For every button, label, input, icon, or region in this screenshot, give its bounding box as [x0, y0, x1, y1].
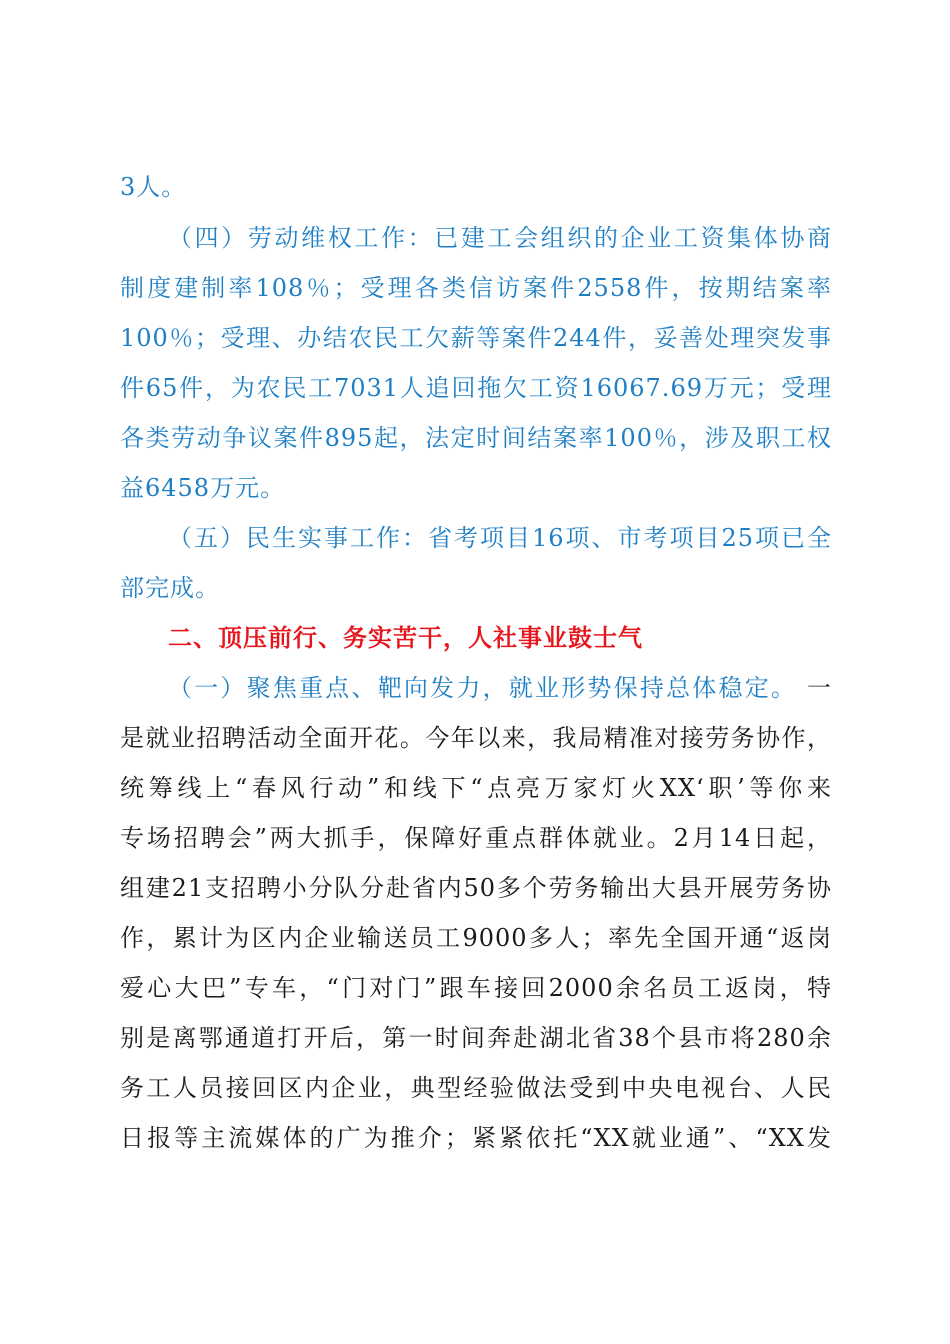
section-four-line-4: 件65件，为农民工7031人追回拖欠工资16067.69万元；受理 — [120, 374, 832, 402]
body-line-8: 务工人员接回区内企业，典型经验做法受到中央电视台、人民 — [120, 1074, 832, 1102]
body-line-6: 爱心大巴”专车，“门对门”跟车接回2000余名员工返岗，特 — [120, 974, 832, 1002]
body-line-4: 组建21支招聘小分队分赴省内50多个劳务输出大县开展劳务协 — [120, 874, 832, 902]
section-four-line-1: （四）劳动维权工作：已建工会组织的企业工资集体协商 — [168, 224, 832, 252]
body-line-5: 作，累计为区内企业输送员工9000多人；率先全国开通“返岗 — [120, 924, 832, 952]
section-four-line-3: 100％；受理、办结农民工欠薪等案件244件，妥善处理突发事 — [120, 324, 832, 352]
section-four-tail: 3人。 — [120, 173, 187, 201]
section-five-line-2: 部完成。 — [120, 574, 220, 602]
body-line-1: 是就业招聘活动全面开花。今年以来，我局精准对接劳务协作， — [120, 724, 832, 752]
body-line-9: 日报等主流媒体的广为推介；紧紧依托“XX就业通”、“XX发 — [120, 1124, 832, 1152]
section-four-line-5: 各类劳动争议案件895起，法定时间结案率100％，涉及职工权 — [120, 424, 832, 452]
section-two-one-lead: （一）聚焦重点、靶向发力，就业形势保持总体稳定。 — [168, 674, 798, 702]
body-line-3: 专场招聘会”两大抓手，保障好重点群体就业。2月14日起， — [120, 824, 832, 852]
section-four-line-6: 益6458万元。 — [120, 474, 286, 502]
section-four-line-2: 制度建制率108％；受理各类信访案件2558件，按期结案率 — [120, 274, 832, 302]
body-line-7: 别是离鄂通道打开后，第一时间奔赴湖北省38个县市将280余 — [120, 1024, 832, 1052]
section-five-line-1: （五）民生实事工作：省考项目16项、市考项目25项已全 — [168, 524, 832, 552]
section-two-one-lead-tail: 一 — [807, 674, 832, 702]
heading-two: 二、顶压前行、务实苦干，人社事业鼓士气 — [168, 624, 643, 652]
section-two-one-lead-line — [168, 671, 832, 705]
body-line-2: 统筹线上“春风行动”和线下“点亮万家灯火XX‘职’等你来 — [120, 774, 832, 802]
